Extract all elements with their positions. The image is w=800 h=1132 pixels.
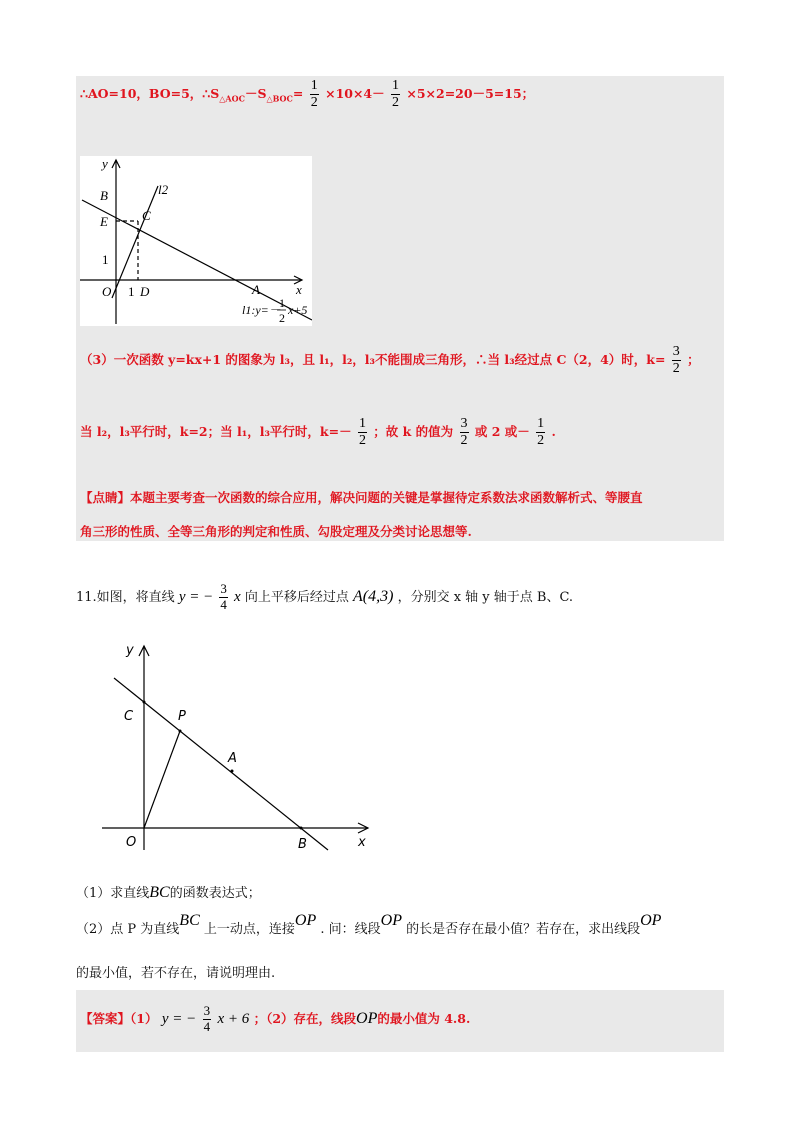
solution-line-4: 当 l₂，l₃平行时，k=2；当 l₁，l₃平行时，k=－ $\frac{1}{2}$ ；故 k 的值为 $\frac{3}{2}$ 或 2 或－ $\frac{1}{2}$ . (80, 416, 556, 449)
question-11-part-2: （2）点 P 为直线BC 上一动点，连接OP . 问：线段OP 的长是否存在最小值？若存在，求出线段OP (76, 912, 662, 937)
label-B: B (100, 188, 108, 203)
fraction: $\frac{3}{4}$ (220, 581, 227, 612)
label-E: E (100, 214, 108, 229)
fraction: $\frac{1}{2}$ (310, 78, 318, 111)
label-l1-tail: x+5 (288, 303, 308, 317)
line-bc (114, 678, 328, 850)
label-l1-num: 1 (279, 296, 285, 310)
label-1-x: 1 (128, 284, 135, 299)
point-C (143, 701, 146, 704)
figure-lines-l1-l2 (80, 156, 312, 326)
fraction: $\frac{3}{4}$ (203, 1003, 211, 1034)
question-11-stem: 11.如图，将直线 y = − $\frac{3}{4}$ x 向上平移后经过点 A(4,3) ，分别交 x 轴 y 轴于点 B、C. (76, 581, 574, 612)
label-x: x (296, 282, 302, 297)
label-A: A (228, 751, 237, 766)
label-1-y: 1 (102, 252, 109, 267)
label-C: C (124, 709, 134, 724)
label-l1-eq: l1:y=－ (242, 303, 281, 317)
label-y: y (102, 156, 108, 171)
point-A (231, 770, 234, 773)
label-x: x (358, 835, 366, 850)
solution-line-1: ∴AO=10，BO=5，$\therefore S_{\triangle AOC}-S_{\triangle BOC}=$ $\frac{1}{2}$ ×10×4－ $\frac{1}{2}$ ×5×2=20－5=15； (80, 78, 535, 111)
label-B: B (298, 837, 307, 852)
comment-line-1: 【点睛】本题主要考查一次函数的综合应用，解决问题的关键是掌握待定系数法求函数解析式、等腰直 (80, 490, 643, 505)
label-D: D (140, 284, 150, 299)
fraction: $\frac{3}{2}$ (672, 344, 680, 377)
comment-line-2: 角三形的性质、全等三角形的判定和性质、勾股定理及分类讨论思想等. (80, 524, 472, 539)
point-P (179, 730, 182, 733)
segment-op (144, 731, 180, 828)
figure-question-11 (96, 640, 386, 860)
answer-line: 【答案】（1） y = − $\frac{3}{4}$ x + 6 ；（2）存在，线段OP的最小值为 4.8. (80, 1003, 471, 1034)
label-A: A (252, 282, 260, 297)
fraction: $\frac{1}{2}$ (537, 416, 545, 449)
coordinate-diagram-1 (80, 156, 312, 326)
question-11-part-1: （1）求直线BC的函数表达式； (76, 884, 261, 901)
solution-line-3: （3）一次函数 y=kx+1 的图象为 l₃，且 l₁，l₂，l₃不能围成三角形，∴当 l₃经过点 C（2，4）时，k= $\frac{3}{2}$ ； (80, 344, 700, 377)
coordinate-diagram-2 (96, 640, 386, 860)
fraction: $\frac{3}{2}$ (460, 416, 468, 449)
label-P: P (178, 709, 186, 724)
fraction: $\frac{1}{2}$ (392, 78, 399, 111)
label-O: O (126, 835, 137, 850)
question-11-part-2-cont: 的最小值，若不存在，请说明理由. (76, 966, 276, 981)
answer-block (76, 990, 724, 1052)
point-B (300, 827, 303, 830)
label-l2: l2 (158, 182, 169, 197)
fraction: $\frac{1}{2}$ (358, 416, 366, 449)
line-l2 (112, 186, 158, 298)
label-l1-den: 2 (279, 311, 285, 325)
label-O: O (102, 284, 112, 299)
label-y: y (126, 643, 134, 658)
label-C: C (142, 208, 151, 223)
